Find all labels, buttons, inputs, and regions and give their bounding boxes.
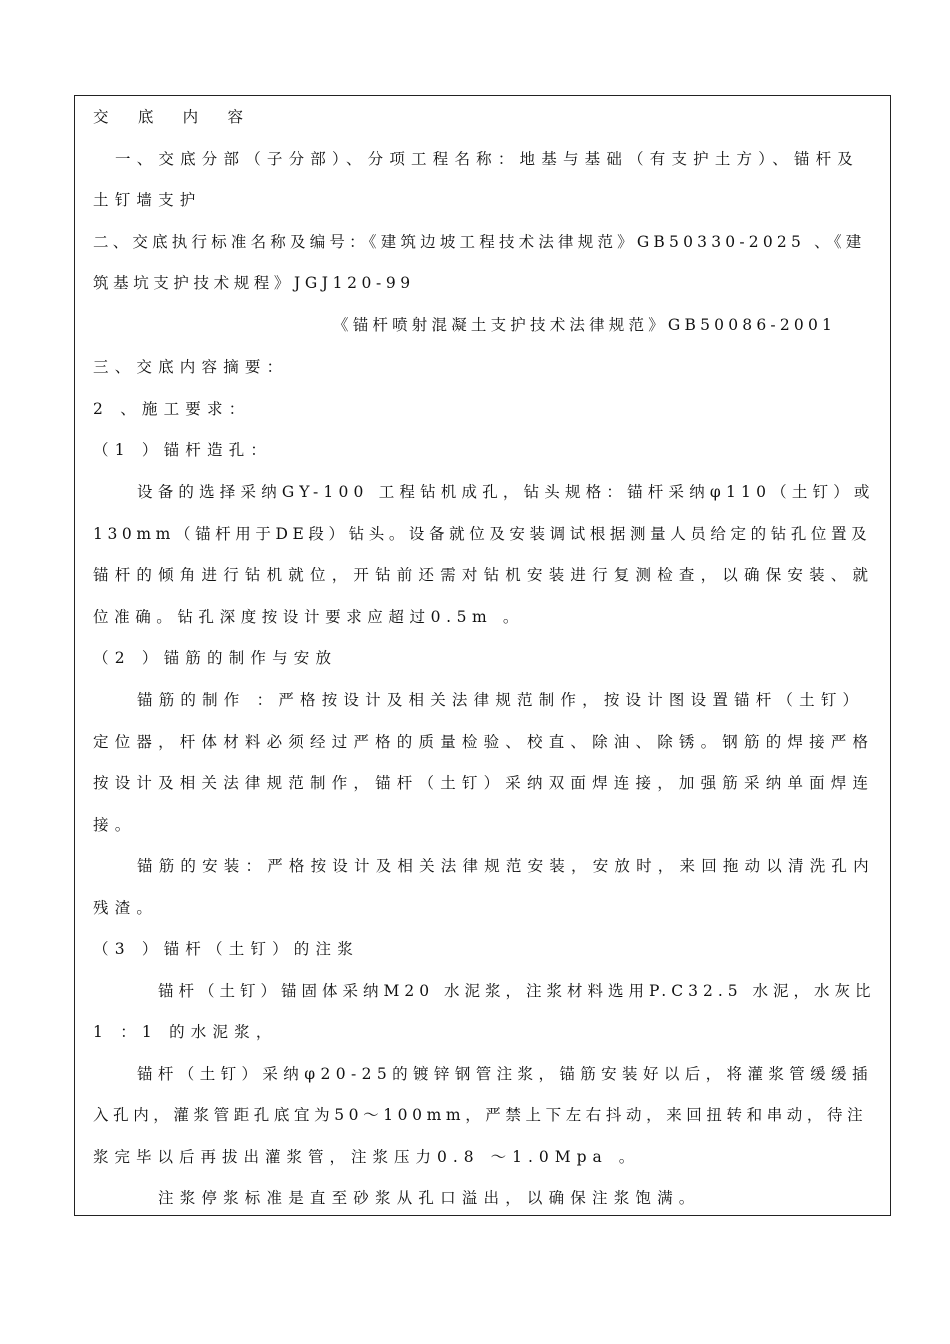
- item2-text: 锚筋的安装：严格按设计及相关法律规范安装，安放时，来回拖动以清洗孔内: [137, 857, 875, 875]
- item2-text: 定位器，杆体材料必须经过严格的质量检验、校直、除油、除锈。钢筋的焊接严格: [93, 733, 875, 751]
- section1-line1: 一、交底分部（子分部）、分项工程名称：地基与基础（有支护土方）、锚杆及: [115, 150, 860, 168]
- section3-subheading: 2 、施工要求：: [93, 400, 251, 418]
- page-title: [93, 107, 243, 127]
- section3-heading: 三、交底内容摘要：: [93, 358, 289, 376]
- item2-heading: （2 ）锚筋的制作与安放: [93, 649, 338, 667]
- item1-text: 设备的选择采纳GY-100 工程钻机成孔，钻头规格：锚杆采纳φ110（土钉）或: [137, 483, 875, 501]
- section2-line1: 二、交底执行标准名称及编号：《建筑边坡工程技术法律规范》GB50330-2025 、《建: [93, 233, 866, 251]
- item1-text: 位准确。钻孔深度按设计要求应超过0.5m 。: [93, 608, 524, 626]
- item3-text: 锚杆（土钉）采纳φ20-25的镀锌钢管注浆，锚筋安装好以后，将灌浆管缓缓插: [137, 1065, 873, 1083]
- item3-text: 注浆停浆标准是直至砂浆从孔口溢出，以确保注浆饱满。: [158, 1189, 701, 1207]
- item1-text: 130mm（锚杆用于DE段）钻头。设备就位及安装调试根据测量人员给定的钻孔位置及: [93, 525, 872, 543]
- title-char: 容: [227, 108, 243, 126]
- item3-text: 锚杆（土钉）锚固体采纳M20 水泥浆，注浆材料选用P.C32.5 水泥，水灰比: [158, 982, 876, 1000]
- item2-text: 残渣。: [93, 899, 159, 917]
- item3-heading: （3 ）锚杆（土钉）的注浆: [93, 940, 359, 958]
- item1-heading: （1 ）锚杆造孔：: [93, 441, 273, 459]
- item3-text: 入孔内，灌浆管距孔底宜为50～100mm，严禁上下左右抖动，来回扭转和串动，待注: [93, 1106, 868, 1124]
- item2-text: 接。: [93, 816, 137, 834]
- item2-text: 按设计及相关法律规范制作，锚杆（土钉）采纳双面焊连接，加强筋采纳单面焊连: [93, 774, 875, 792]
- title-char: 底: [137, 108, 154, 126]
- section2-line2: 筑基坑支护技术规程》JGJ120-99: [93, 274, 415, 292]
- section1-line2: 土钉墙支护: [93, 191, 202, 209]
- section2-line3: 《锚杆喷射混凝土支护技术法律规范》GB50086-2001: [333, 316, 837, 334]
- title-char: 内: [182, 108, 199, 126]
- item3-text: 1 ：1 的水泥浆，: [93, 1023, 278, 1041]
- item1-text: 锚杆的倾角进行钻机就位，开钻前还需对钻机安装进行复测检查，以确保安装、就: [93, 566, 875, 584]
- item2-text: 锚筋的制作 ：严格按设计及相关法律规范制作，按设计图设置锚杆（土钉）: [137, 691, 865, 709]
- item3-text: 浆完毕以后再拔出灌浆管，注浆压力0.8 ～1.0Mpa 。: [93, 1148, 641, 1166]
- title-char: 交: [93, 108, 109, 126]
